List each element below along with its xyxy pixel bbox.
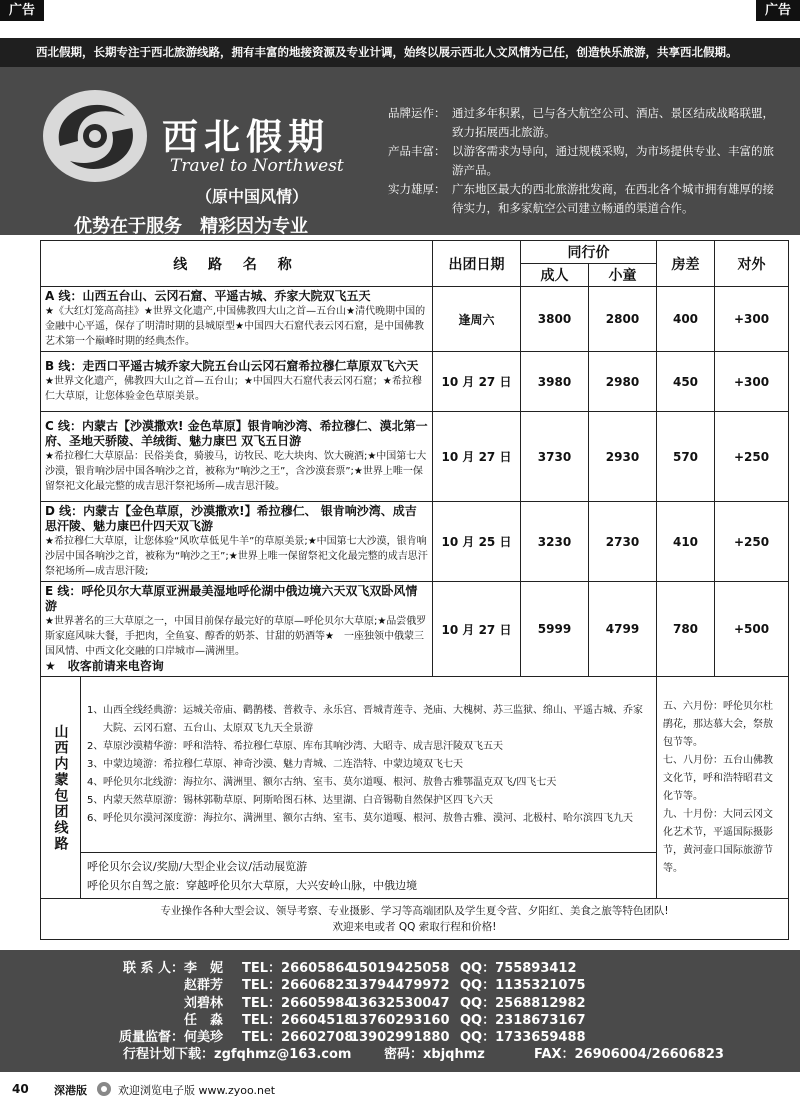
- contact-mobile: 15019425058: [350, 961, 450, 976]
- route-title: B 线：走西口平遥古城乔家大院五台山云冈石窟希拉穆仁草原双飞六天: [45, 359, 419, 373]
- route-cell: [41, 502, 433, 582]
- route-date: 10 月 27 日: [433, 582, 521, 677]
- header-price: 同行价: [521, 241, 657, 264]
- hero-tagline: 优势在于服务 精彩因为专业: [74, 216, 308, 237]
- plan-password: 密码：xbjqhmz: [384, 1047, 485, 1063]
- page-number: 40: [12, 1082, 29, 1096]
- info-label: 产品丰富：: [388, 144, 446, 158]
- route-adult-price: 5999: [521, 582, 589, 677]
- info-text: 以游客需求为导向，通过规模采购，为市场提供专业、丰富的旅游产品。: [452, 144, 774, 177]
- route-adult-price: 3730: [521, 412, 589, 502]
- route-date: 10 月 25 日: [433, 502, 521, 582]
- route-title: E 线：呼伦贝尔大草原亚洲最美湿地呼伦湖中俄边境六天双飞双卧风情游: [45, 584, 418, 613]
- route-adult-price: 3800: [521, 287, 589, 352]
- brand-name-cn: 西北假期: [162, 116, 331, 158]
- route-child-price: 2800: [589, 287, 657, 352]
- route-child-price: 4799: [589, 582, 657, 677]
- brand-name-en: Travel to Northwest: [170, 156, 344, 176]
- contact-row: [104, 960, 724, 977]
- package-line: [87, 774, 650, 792]
- package-row: [41, 677, 789, 853]
- contact-name: 任 淼: [184, 1012, 224, 1028]
- contact-list: [104, 960, 724, 1064]
- contact-role: [104, 1012, 184, 1029]
- contact-mobile: 13794479972: [350, 978, 450, 994]
- browse-link[interactable]: 欢迎浏览电子版 www.zyoo.net: [118, 1084, 276, 1097]
- special-row: [41, 899, 789, 940]
- info-label: 实力雄厚：: [388, 182, 446, 196]
- route-row: [41, 412, 789, 502]
- route-single: 450: [657, 352, 715, 412]
- route-desc: ★希拉穆仁大草原品：民俗美食，骑骏马，访牧民、吃大块肉、饮大碗酒;★中国第七大沙漠，银肯响沙居中国各响沙之首，被称为“响沙之王”，含沙漠套票”;★世界上唯一保留祭祀文化最完整的成吉思汗祭祀场所—成吉思汗陵。: [45, 451, 427, 492]
- package-lines: [81, 677, 657, 853]
- info-text: 广东地区最大的西北旅游批发商，在西北各个城市拥有雄厚的接待实力，和多家航空公司建立畅通的渠道合作。: [452, 182, 774, 215]
- route-desc: ★世界著名的三大草原之一，中国目前保存最完好的草原—呼伦贝尔大草原;★品尝俄罗斯家庭风味大餐，手把肉，全鱼宴、醇香的奶茶、甘甜的奶酒等★ 一座独领中俄蒙三国风情、中西文化交融的口岸城市—满洲里。: [45, 616, 427, 657]
- package-section-label: 山西内蒙包团线路: [41, 677, 81, 899]
- extra-lines: [81, 853, 657, 899]
- package-line-index: 6、: [87, 812, 104, 824]
- package-line-text: 草原沙漠精华游：呼和浩特、希拉穆仁草原、库布其响沙湾、大昭寺、成吉思汗陵双飞五天: [103, 740, 503, 752]
- contact-tel: TEL：26606823: [242, 978, 354, 994]
- hero-banner: [0, 38, 800, 235]
- special-teams: [41, 899, 789, 940]
- route-cell: [41, 352, 433, 412]
- route-cell: [41, 582, 433, 677]
- contact-row: [104, 1029, 724, 1046]
- contact-row: [104, 995, 724, 1012]
- route-public: +250: [715, 412, 789, 502]
- package-line: [87, 702, 650, 738]
- contact-name: 刘碧林: [184, 995, 224, 1011]
- route-adult-price: 3230: [521, 502, 589, 582]
- plan-email[interactable]: zgfqhmz@163.com: [214, 1047, 352, 1063]
- special-line: 欢迎来电或者 QQ 索取行程和价格!: [332, 921, 497, 933]
- season-item: 七、八月份：五台山佛教文化节，呼和浩特昭君文化节等。: [663, 754, 773, 802]
- route-title: A 线：山西五台山、云冈石窟、平遥古城、乔家大院双飞五天: [45, 289, 371, 303]
- swirl-logo-icon: [40, 86, 150, 186]
- route-note: ★ 收客前请来电咨询: [45, 659, 164, 673]
- ad-label-left: 广告: [0, 0, 44, 21]
- contact-qq: QQ：2318673167: [460, 1012, 586, 1028]
- route-adult-price: 3980: [521, 352, 589, 412]
- header-public-price: 对外: [715, 241, 789, 287]
- special-line: 专业操作各种大型会议、领导考察、专业摄影、学习等高端团队及学生夏令营、夕阳红、美食之旅等特色团队!: [160, 905, 669, 917]
- contact-footer: [0, 950, 800, 1072]
- season-item: 九、十月份：大同云冈文化艺术节，平遥国际摄影节，黄河壶口国际旅游节等。: [663, 808, 773, 874]
- magazine-logo-icon: [96, 1081, 112, 1097]
- route-desc: ★《大红灯笼高高挂》★世界文化遗产,中国佛教四大山之首—五台山★清代晚期中国的金融中心平遥，保存了明清时期的县城原型★中国四大石窟代表云冈石窟，是中国佛教艺术第一个巅峰时期的经典杰作。: [45, 306, 426, 347]
- plan-fax: FAX：26906004/26606823: [534, 1047, 724, 1063]
- contact-role: [104, 995, 184, 1012]
- hero-slogan-bar: [0, 38, 800, 67]
- brand-former-name: （原中国风情）: [196, 187, 309, 206]
- route-row: [41, 287, 789, 352]
- route-single: 410: [657, 502, 715, 582]
- route-cell: [41, 287, 433, 352]
- contact-qq: QQ：755893412: [460, 961, 577, 976]
- package-line-text: 山西全线经典游：运城关帝庙、鹳鹊楼、普救寺、永乐宫、晋城青莲寺、尧庙、大槐树、苏三监狱、绵山、平遥古城、乔家大院、云冈石窟、五台山、太原双飞九天全景游: [103, 704, 643, 734]
- page-footer: [0, 1078, 800, 1100]
- contact-tel: TEL：26605984: [242, 995, 354, 1011]
- contact-tel: TEL：26602708: [242, 1030, 354, 1046]
- contact-qq: QQ：2568812982: [460, 995, 586, 1011]
- package-line: [87, 756, 650, 774]
- route-public: +300: [715, 352, 789, 412]
- route-child-price: 2930: [589, 412, 657, 502]
- package-line-index: 5、: [87, 794, 104, 806]
- route-row: [41, 502, 789, 582]
- route-public: +300: [715, 287, 789, 352]
- contact-mobile: 13902991880: [350, 1030, 450, 1046]
- edition-label: 深港版: [54, 1084, 87, 1097]
- route-child-price: 2730: [589, 502, 657, 582]
- package-line-text: 内蒙天然草原游：锡林郭勒草原、阿斯哈图石林、达里湖、白音锡勒自然保护区四飞六天: [103, 794, 493, 806]
- package-line-index: 1、: [87, 704, 104, 716]
- hero-info-list: [388, 104, 783, 218]
- route-date: 逢周六: [433, 287, 521, 352]
- header-child: 小童: [589, 264, 657, 287]
- season-item: 五、六月份：呼伦贝尔杜鹃花，那达慕大会，祭敖包节等。: [663, 700, 773, 748]
- plan-label: 行程计划下载：: [122, 1047, 214, 1063]
- contact-mobile: 13632530047: [350, 995, 450, 1011]
- route-single: 570: [657, 412, 715, 502]
- contact-name: 李 妮: [184, 961, 224, 976]
- contact-row: [104, 1012, 724, 1029]
- contact-role: [104, 977, 184, 994]
- route-desc: ★希拉穆仁大草原，让您体验“风吹草低见牛羊”的草原美景;★中国第七大沙漠，银肯响沙居中国各响沙之首，被称为“响沙之王”;★世界上唯一保留祭祀文化最完整的成吉思汗祭祀场所—成吉思汗陵;: [45, 536, 428, 577]
- package-line-text: 中蒙边境游：希拉穆仁草原、神奇沙漠、魅力青城、二连浩特、中蒙边境双飞七天: [103, 758, 463, 770]
- festival-seasons: [657, 677, 789, 899]
- route-title: D 线：内蒙古【金色草原，沙漠撒欢!】希拉穆仁、 银肯响沙湾、成吉思汗陵、魅力康巴什四天双飞游: [45, 504, 417, 533]
- package-line: [87, 810, 650, 828]
- package-line-text: 呼伦贝尔北线游：海拉尔、满洲里、额尔古纳、室韦、莫尔道嘎、根河、敖鲁古雅鄂温克双飞/四飞七天: [103, 776, 557, 788]
- route-date: 10 月 27 日: [433, 412, 521, 502]
- info-row: [388, 180, 783, 218]
- itinerary-download-row: [104, 1046, 724, 1063]
- header-route: 线 路 名 称: [41, 241, 433, 287]
- header-single-supplement: 房差: [657, 241, 715, 287]
- contact-name: 赵群芳: [184, 978, 224, 994]
- package-line-index: 2、: [87, 740, 104, 752]
- hero-slogan: 西北假期，长期专注于西北旅游线路，拥有丰富的地接资源及专业计调，始终以展示西北人文风情为己任，创造快乐旅游，共享西北假期。: [36, 45, 738, 59]
- contact-role: 质量监督：: [118, 1030, 184, 1046]
- extra-line: 呼伦贝尔会议/奖励/大型企业会议/活动展览游: [87, 859, 308, 873]
- package-line: [87, 792, 650, 810]
- contact-tel: TEL：26605864: [242, 961, 354, 976]
- contact-role: 联 系 人：: [122, 961, 184, 976]
- package-line-index: 4、: [87, 776, 104, 788]
- route-public: +500: [715, 582, 789, 677]
- route-cell: [41, 412, 433, 502]
- route-single: 400: [657, 287, 715, 352]
- header-adult: 成人: [521, 264, 589, 287]
- contact-qq: QQ：1733659488: [460, 1030, 586, 1046]
- info-label: 品牌运作：: [388, 106, 446, 120]
- route-row: [41, 582, 789, 677]
- contact-mobile: 13760293160: [350, 1012, 450, 1028]
- route-child-price: 2980: [589, 352, 657, 412]
- route-single: 780: [657, 582, 715, 677]
- route-desc: ★世界文化遗产，佛教四大山之首—五台山；★中国四大石窟代表云冈石窟；★希拉穆仁大草原，让您体验金色草原美景。: [45, 376, 422, 402]
- info-row: [388, 142, 783, 180]
- contact-tel: TEL：26604518: [242, 1012, 354, 1028]
- header-date: 出团日期: [433, 241, 521, 287]
- contact-qq: QQ：1135321075: [460, 978, 586, 994]
- package-line-text: 呼伦贝尔漠河深度游：海拉尔、满洲里、额尔古纳、室韦、莫尔道嘎、根河、敖鲁古雅、漠河、北极村、哈尔滨四飞九天: [103, 812, 633, 824]
- contact-name: 何美珍: [184, 1030, 224, 1046]
- route-price-table: [40, 240, 789, 940]
- route-row: [41, 352, 789, 412]
- ad-label-right: 广告: [756, 0, 800, 21]
- info-text: 通过多年积累，已与各大航空公司、酒店、景区结成战略联盟，致力拓展西北旅游。: [452, 106, 774, 139]
- route-public: +250: [715, 502, 789, 582]
- route-title: C 线：内蒙古【沙漠撒欢! 金色草原】银肯响沙湾、希拉穆仁、漠北第一府、圣地天骄陵、羊绒街、魅力康巴 双飞五日游: [45, 419, 428, 448]
- route-date: 10 月 27 日: [433, 352, 521, 412]
- extra-line: 呼伦贝尔自驾之旅：穿越呼伦贝尔大草原，大兴安岭山脉，中俄边境: [87, 878, 417, 892]
- package-line: [87, 738, 650, 756]
- contact-row: [104, 977, 724, 994]
- info-row: [388, 104, 783, 142]
- package-line-index: 3、: [87, 758, 104, 770]
